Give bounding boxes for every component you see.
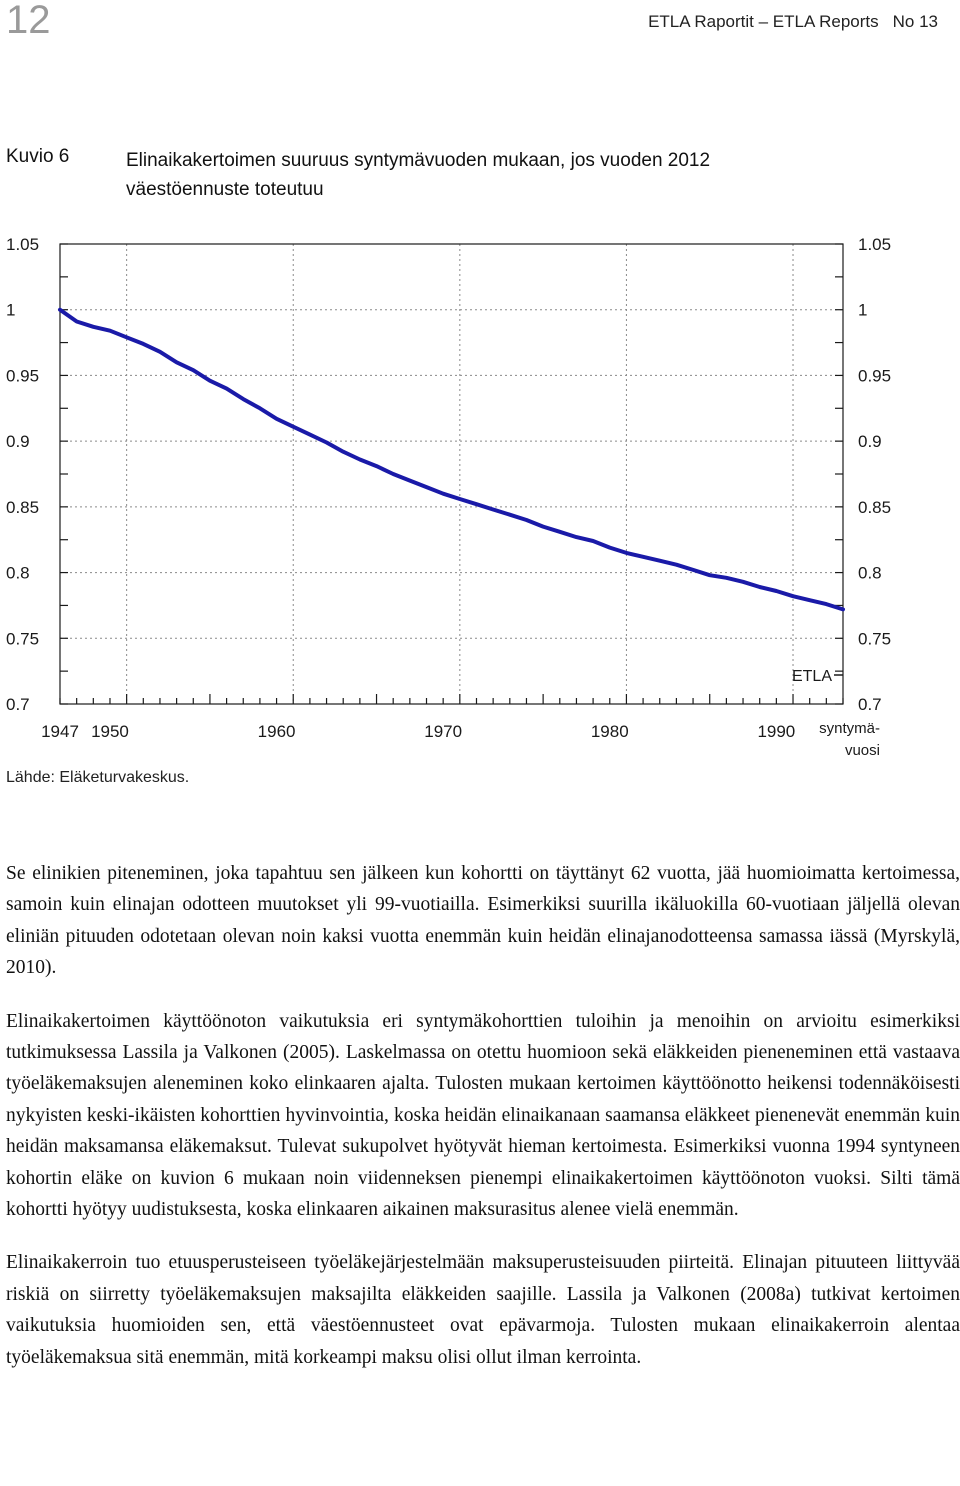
y-tick-label-left: 0.85 <box>6 497 40 517</box>
y-tick-label-left: 0.7 <box>6 695 30 714</box>
y-tick-label-right: 0.7 <box>858 695 882 714</box>
page-number: 12 <box>6 0 51 42</box>
y-tick-label-right: 1 <box>858 300 868 320</box>
x-axis-title-line1: syntymä- <box>819 720 880 737</box>
y-axis-labels-right <box>858 235 891 714</box>
x-tick-label: 1947 <box>41 722 79 741</box>
figure-title <box>126 146 926 204</box>
y-tick-label-left: 0.8 <box>6 563 30 583</box>
x-tick-label: 1970 <box>424 722 463 741</box>
y-axis-labels-left <box>6 235 39 714</box>
publication-name: ETLA Raportit – ETLA Reports <box>648 12 879 31</box>
paragraph-2: Elinaikakertoimen käyttöönoton vaikutuksia eri syntymäkohorttien tuloihin ja menoihin on arvioitu esimerkiksi tutkimuksessa Lassila ja Valkonen (2005). Laskelmassa on otettu huomioon sekä eläkkeiden pieneneminen että vastaava työeläkemaksujen aleneminen koko elinkaaren ajalta. Tulosten mukaan kertoimen käyttöönotto heikensi todennäköisesti nykyisten keski-ikäisten kohorttien hyvinvointia, koska heidän elinaikanaan saamansa eläkkeet pienenevät enemmän kuin heidän maksamansa eläkemaksut. Tulevat sukupolvet hyötyvät hieman kertoimesta. Esimerkiksi vuonna 1994 syntyneen kohortin eläke on kuvion 6 mukaan noin viidenneksen pienempi elinaikakertoimen käyttöönoton vuoksi. Silti tämä kohortti hyötyy uudistuksesta, koska elinkaaren aikainen maksurasitus alenee vielä enemmän. <box>6 1010 960 1221</box>
etla-watermark: ETLA <box>791 668 832 685</box>
figure-title-line2: väestöennuste toteutuu <box>126 179 324 200</box>
line-chart <box>0 232 960 764</box>
y-tick-label-right: 0.9 <box>858 432 882 452</box>
y-tick-label-right: 0.85 <box>858 497 892 517</box>
running-header <box>648 12 938 32</box>
y-tick-label-left: 1.05 <box>6 235 40 254</box>
x-tick-label: 1950 <box>91 722 129 741</box>
x-tick-label: 1990 <box>757 722 796 741</box>
y-tick-label-left: 0.75 <box>6 629 40 649</box>
y-tick-label-left: 0.95 <box>6 366 40 386</box>
y-tick-label-right: 1.05 <box>858 235 892 254</box>
paragraph-1: Se elinikien piteneminen, joka tapahtuu sen jälkeen kun kohortti on täyttänyt 62 vuotta, jää huomioimatta kertoimessa, samoin kuin elinajan odotteen muutokset yli 99-vuotiailla. Esimerkiksi suurilla ikäluokilla 60-vuotiaan jäljellä olevan eliniän pituuden odotetaan olevan noin kaksi vuotta enemmän kuin heidän elinajanodotteensa samassa iässä (Myrskylä, 2010). <box>6 863 960 979</box>
tick-marks <box>60 244 843 704</box>
y-tick-label-right: 0.8 <box>858 563 882 583</box>
chart-frame <box>60 244 843 704</box>
y-tick-label-left: 0.9 <box>6 432 30 452</box>
source-note: Lähde: Eläketurvakeskus. <box>6 769 190 786</box>
figure-title-line1: Elinaikakertoimen suuruus syntymävuoden mukaan, jos vuoden 2012 <box>126 150 711 171</box>
y-tick-label-right: 0.75 <box>858 629 892 649</box>
y-tick-label-left: 1 <box>6 300 16 320</box>
x-axis-labels <box>41 722 795 741</box>
paragraph-3: Elinaikakerroin tuo etuusperusteiseen työeläkejärjestelmään maksuperusteisuuden piirteitä. Elinajan pituuteen liittyvää riskiä on siirretty työeläkemaksujen maksajilta eläkkeiden saajille. Lassila ja Valkonen (2008a) tutkivat kertoimen vaikutuksia huomioiden sen, että väestöennusteet ovat epävarmoja. Tulosten mukaan elinaikakerroin alentaa työeläkemaksua sitä enemmän, mitä korkeampi maksu olisi ollut ilman kerrointa. <box>6 1252 960 1368</box>
series-line <box>60 310 843 610</box>
grid-layer <box>60 244 843 704</box>
x-axis-title-line2: vuosi <box>844 742 880 759</box>
plot-frame <box>60 244 843 704</box>
x-tick-label: 1960 <box>257 722 296 741</box>
body-text <box>6 858 960 1395</box>
issue-number: No 13 <box>892 12 938 31</box>
x-tick-label: 1980 <box>590 722 629 741</box>
y-tick-label-right: 0.95 <box>858 366 892 386</box>
figure-label: Kuvio 6 <box>6 146 70 167</box>
